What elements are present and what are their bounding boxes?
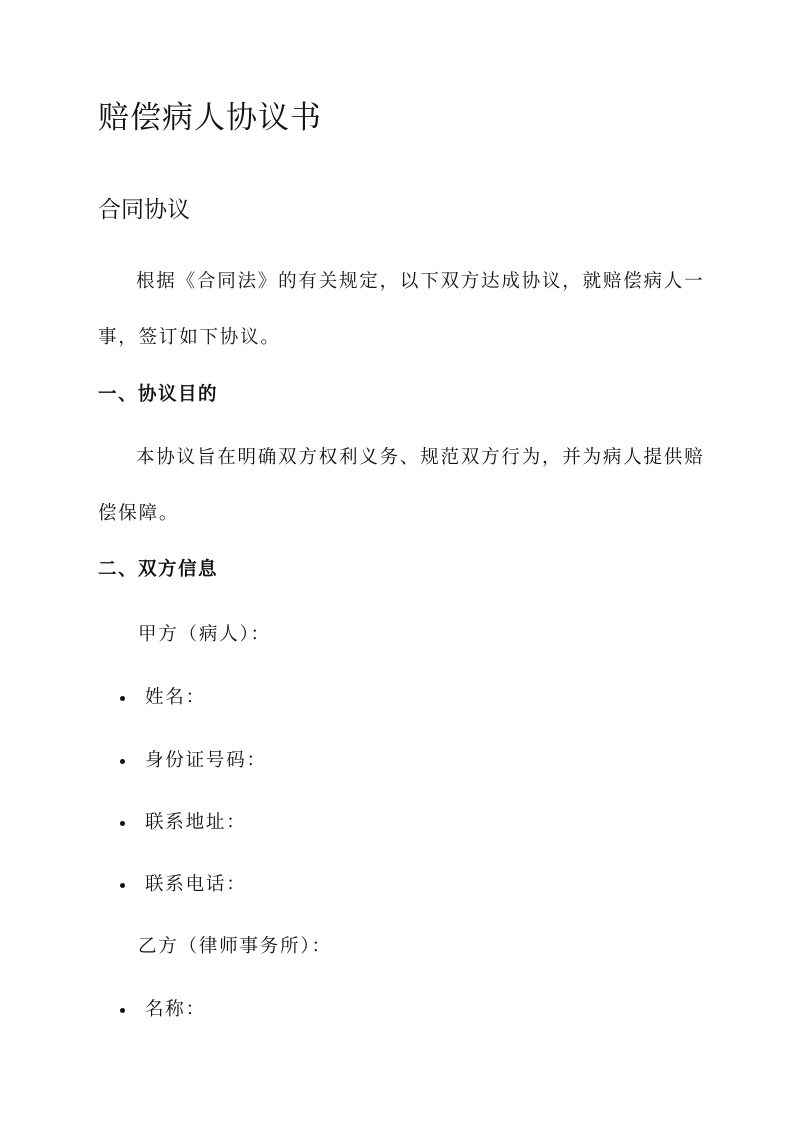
section-heading-purpose: 一、协议目的: [98, 384, 219, 405]
field-label-id-number: 身份证号码：: [145, 750, 267, 771]
bullet-icon: [120, 883, 125, 888]
document-subtitle: 合同协议: [98, 197, 190, 223]
bullet-icon: [120, 1008, 125, 1013]
field-label-address: 联系地址：: [145, 812, 247, 833]
party-a-label: 甲方（病人）：: [138, 624, 271, 645]
field-label-phone: 联系电话：: [145, 874, 247, 895]
bullet-icon: [120, 696, 125, 701]
bullet-icon: [120, 821, 125, 826]
intro-paragraph: 根据《合同法》的有关规定，以下双方达成协议，就赔偿病人一事，签订如下协议。: [98, 271, 705, 348]
list-item: [120, 995, 206, 1025]
bullet-icon: [120, 759, 125, 764]
purpose-paragraph: 本协议旨在明确双方权利义务、规范双方行为，并为病人提供赔偿保障。: [98, 447, 705, 524]
field-label-name: 姓名：: [145, 687, 206, 708]
document-title: 赔偿病人协议书: [98, 100, 322, 136]
party-b-label: 乙方（律师事务所）：: [138, 936, 332, 957]
section-heading-parties: 二、双方信息: [98, 559, 219, 580]
list-item: [120, 870, 247, 900]
list-item: [120, 808, 247, 838]
field-label-firm-name: 名称：: [145, 999, 206, 1020]
list-item: [120, 683, 206, 713]
list-item: [120, 746, 267, 776]
